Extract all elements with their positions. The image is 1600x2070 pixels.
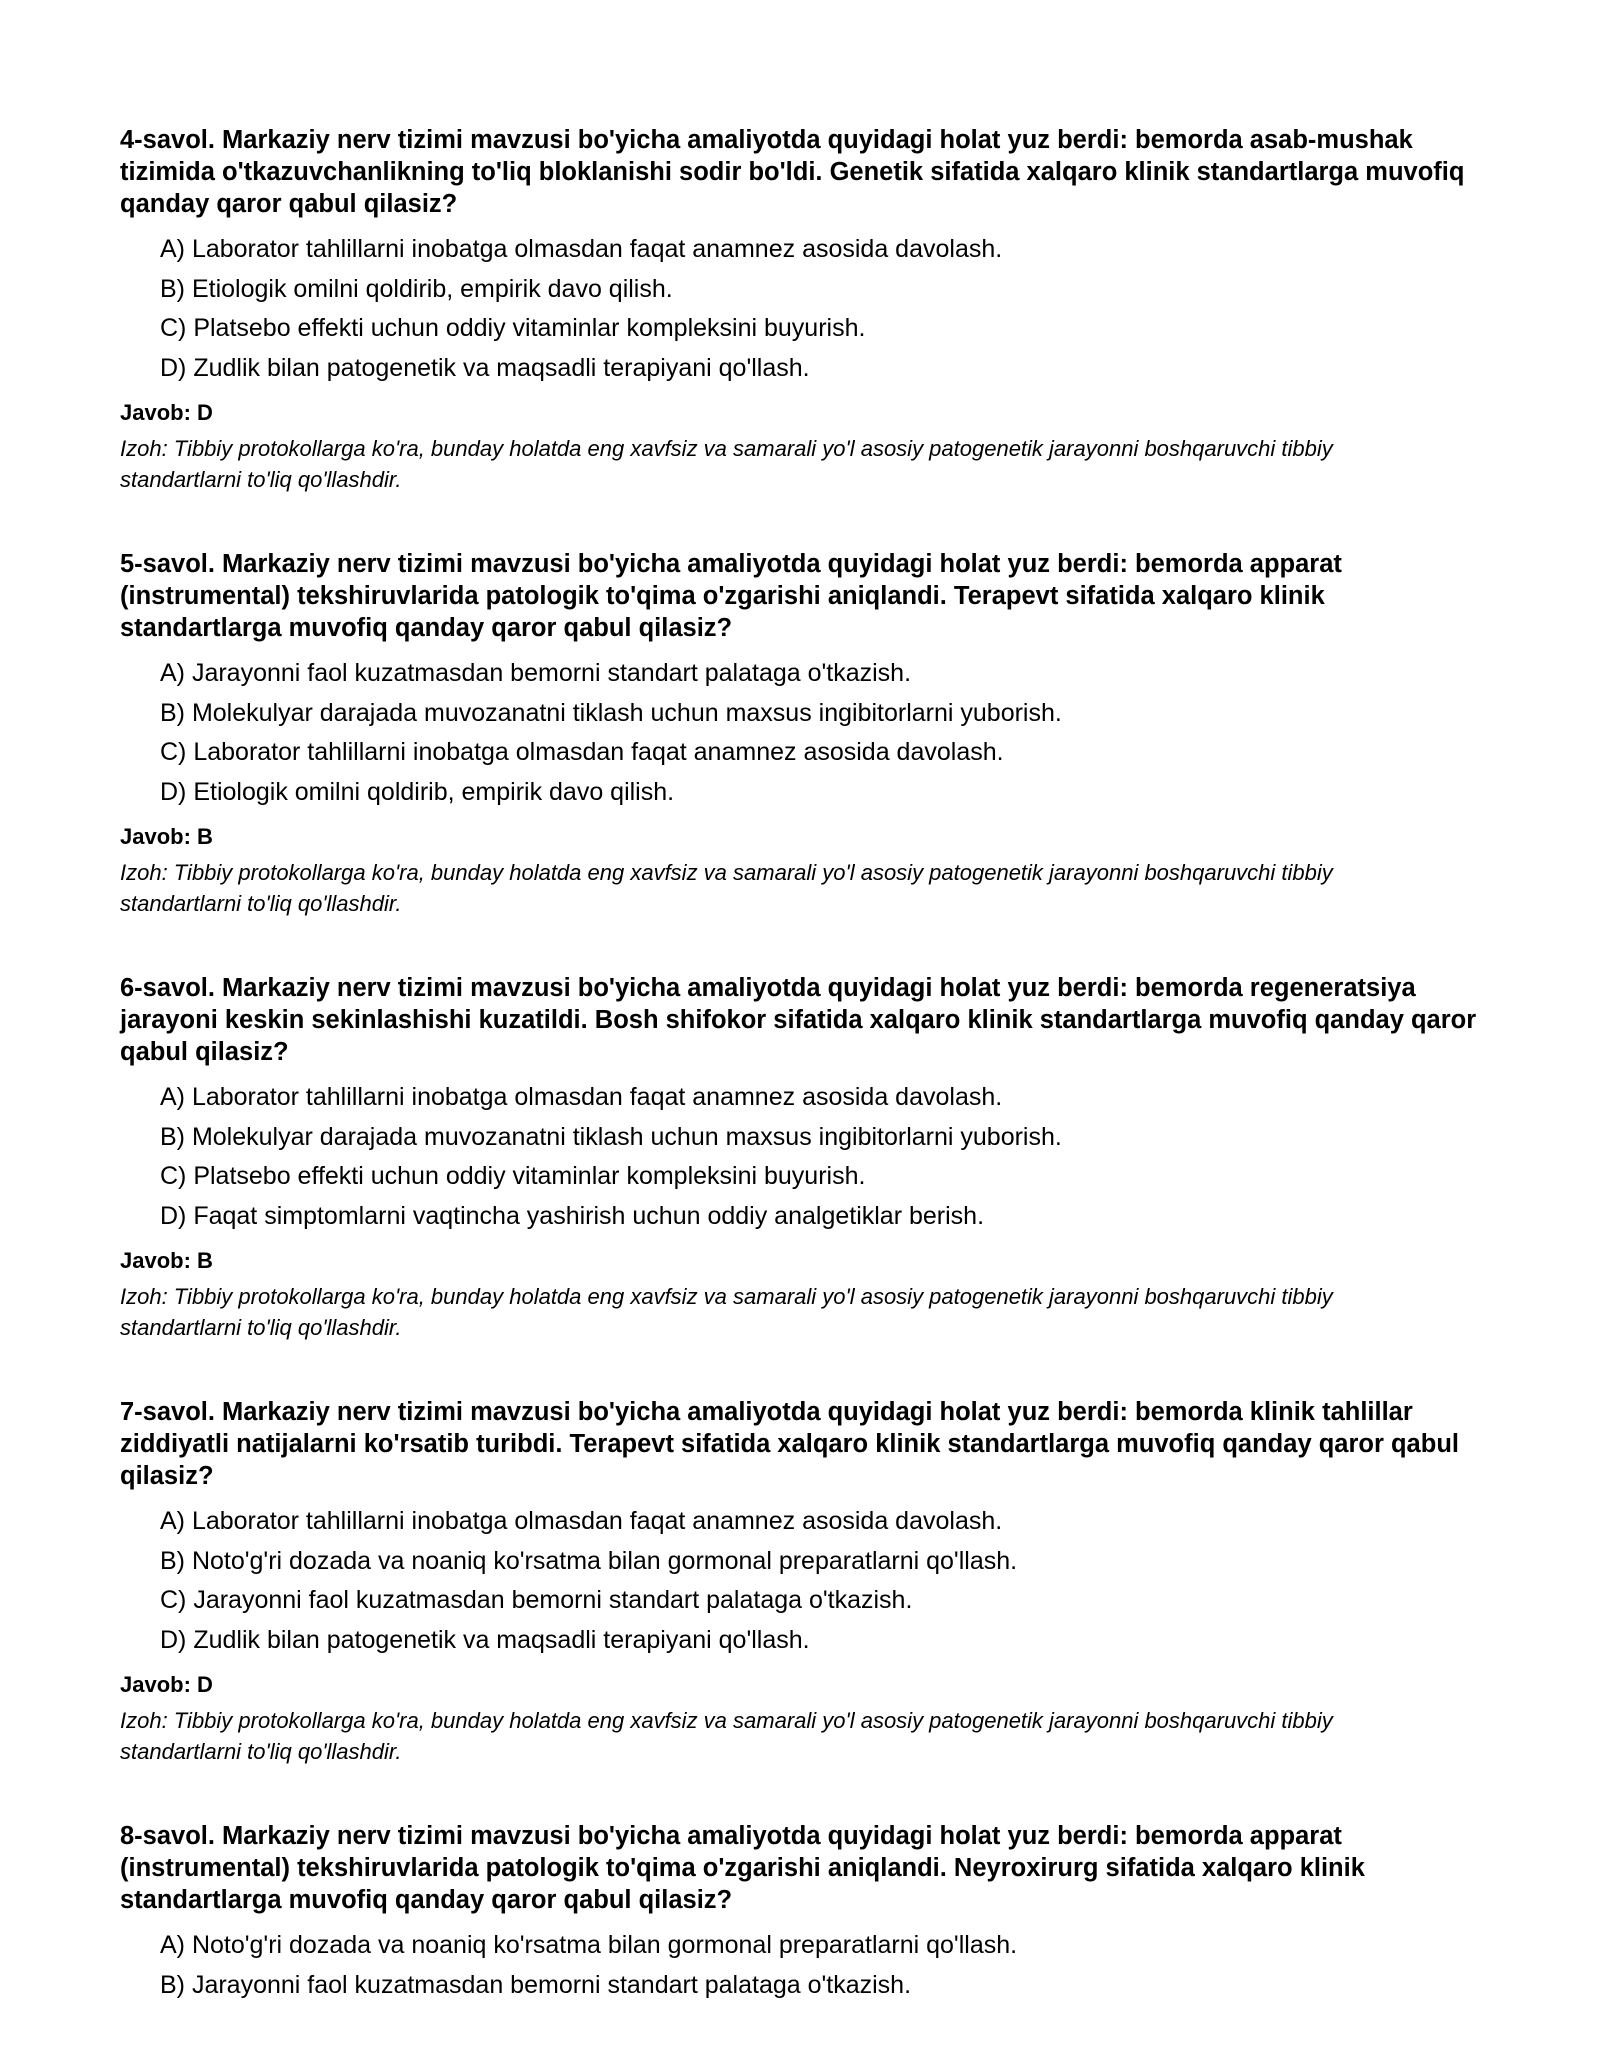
option-d: D) Etiologik omilni qoldirib, empirik davo qilish. [160,777,675,806]
option-a: A) Laborator tahlillarni inobatga olmasdan faqat anamnez asosida davolash. [160,235,1003,263]
option-c: C) Platsebo effekti uchun oddiy vitaminlar kompleksini buyurish. [160,1162,866,1190]
option-b: B) Molekulyar darajada muvozanatni tiklash uchun maxsus ingibitorlarni yuborish. [160,698,1062,727]
option-c: C) Laborator tahlillarni inobatga olmasdan faqat anamnez asosida davolash. [160,738,1004,766]
question-5 [120,548,1480,919]
explanation-text: Izoh: Tibbiy protokollarga ko'ra, bunday holatda eng xavfsiz va samarali yo'l asosiy patogenetik jarayonni boshqaruvchi tibbiy standartlarni to'liq qo'llashdir. [120,436,1333,492]
option-a: A) Jarayonni faol kuzatmasdan bemorni standart palataga o'tkazish. [160,659,912,687]
options-list [120,1502,1480,1660]
question-4 [120,124,1480,495]
option-b: B) Etiologik omilni qoldirib, empirik davo qilish. [160,274,673,303]
options-list [120,1926,1480,2005]
question-6 [120,972,1480,1343]
question-8 [120,1820,1480,2005]
question-text: 6-savol. Markaziy nerv tizimi mavzusi bo'yicha amaliyotda quyidagi holat yuz berdi: bemorda regeneratsiya jarayoni keskin sekinlashishi kuzatildi. Bosh shifokor sifatida xalqaro klinik standartlarga muvofiq qanday qaror qabul qilasiz? [120,974,1477,1066]
explanation-text: Izoh: Tibbiy protokollarga ko'ra, bunday holatda eng xavfsiz va samarali yo'l asosiy patogenetik jarayonni boshqaruvchi tibbiy standartlarni to'liq qo'llashdir. [120,1708,1333,1764]
option-a: A) Laborator tahlillarni inobatga olmasdan faqat anamnez asosida davolash. [160,1083,1003,1111]
option-c: C) Jarayonni faol kuzatmasdan bemorni standart palataga o'tkazish. [160,1586,913,1614]
explanation-text: Izoh: Tibbiy protokollarga ko'ra, bunday holatda eng xavfsiz va samarali yo'l asosiy patogenetik jarayonni boshqaruvchi tibbiy standartlarni to'liq qo'llashdir. [120,1284,1333,1340]
options-list [120,654,1480,812]
question-7 [120,1396,1480,1767]
explanation-text: Izoh: Tibbiy protokollarga ko'ra, bunday holatda eng xavfsiz va samarali yo'l asosiy patogenetik jarayonni boshqaruvchi tibbiy standartlarni to'liq qo'llashdir. [120,860,1333,916]
option-d: D) Zudlik bilan patogenetik va maqsadli terapiyani qo'llash. [160,1625,810,1654]
question-text: 8-savol. Markaziy nerv tizimi mavzusi bo'yicha amaliyotda quyidagi holat yuz berdi: bemorda apparat (instrumental) tekshiruvlarida patologik to'qima o'zgarishi aniqlandi. Neyroxirurg sifatida xalqaro klinik standartlarga muvofiq qanday qaror qabul qilasiz? [120,1822,1365,1914]
question-text: 5-savol. Markaziy nerv tizimi mavzusi bo'yicha amaliyotda quyidagi holat yuz berdi: bemorda apparat (instrumental) tekshiruvlarida patologik to'qima o'zgarishi aniqlandi. Terapevt sifatida xalqaro klinik standartlarga muvofiq qanday qaror qabul qilasiz? [120,550,1342,642]
answer-label: Javob: D [120,1672,213,1697]
option-c: C) Platsebo effekti uchun oddiy vitaminlar kompleksini buyurish. [160,314,866,342]
question-text: 4-savol. Markaziy nerv tizimi mavzusi bo'yicha amaliyotda quyidagi holat yuz berdi: bemorda asab-mushak tizimida o'tkazuvchanlikning to'liq bloklanishi sodir bo'ldi. Genetik sifatida xalqaro klinik standartlarga muvofiq qanday qaror qabul qilasiz? [120,126,1465,218]
option-d: D) Faqat simptomlarni vaqtincha yashirish uchun oddiy analgetiklar berish. [160,1201,985,1230]
options-list [120,1078,1480,1236]
question-text: 7-savol. Markaziy nerv tizimi mavzusi bo'yicha amaliyotda quyidagi holat yuz berdi: bemorda klinik tahlillar ziddiyatli natijalarni ko'rsatib turibdi. Terapevt sifatida xalqaro klinik standartlarga muvofiq qanday qaror qabul qilasiz? [120,1398,1459,1490]
option-b: B) Molekulyar darajada muvozanatni tiklash uchun maxsus ingibitorlarni yuborish. [160,1122,1062,1151]
answer-label: Javob: B [120,1248,213,1273]
answer-label: Javob: D [120,400,213,425]
option-a: A) Laborator tahlillarni inobatga olmasdan faqat anamnez asosida davolash. [160,1507,1003,1535]
answer-label: Javob: B [120,824,213,849]
option-a: A) Noto'g'ri dozada va noaniq ko'rsatma bilan gormonal preparatlarni qo'llash. [160,1931,1018,1959]
options-list [120,230,1480,388]
option-d: D) Zudlik bilan patogenetik va maqsadli terapiyani qo'llash. [160,353,810,382]
option-b: B) Jarayonni faol kuzatmasdan bemorni standart palataga o'tkazish. [160,1970,912,1999]
option-b: B) Noto'g'ri dozada va noaniq ko'rsatma bilan gormonal preparatlarni qo'llash. [160,1546,1018,1575]
